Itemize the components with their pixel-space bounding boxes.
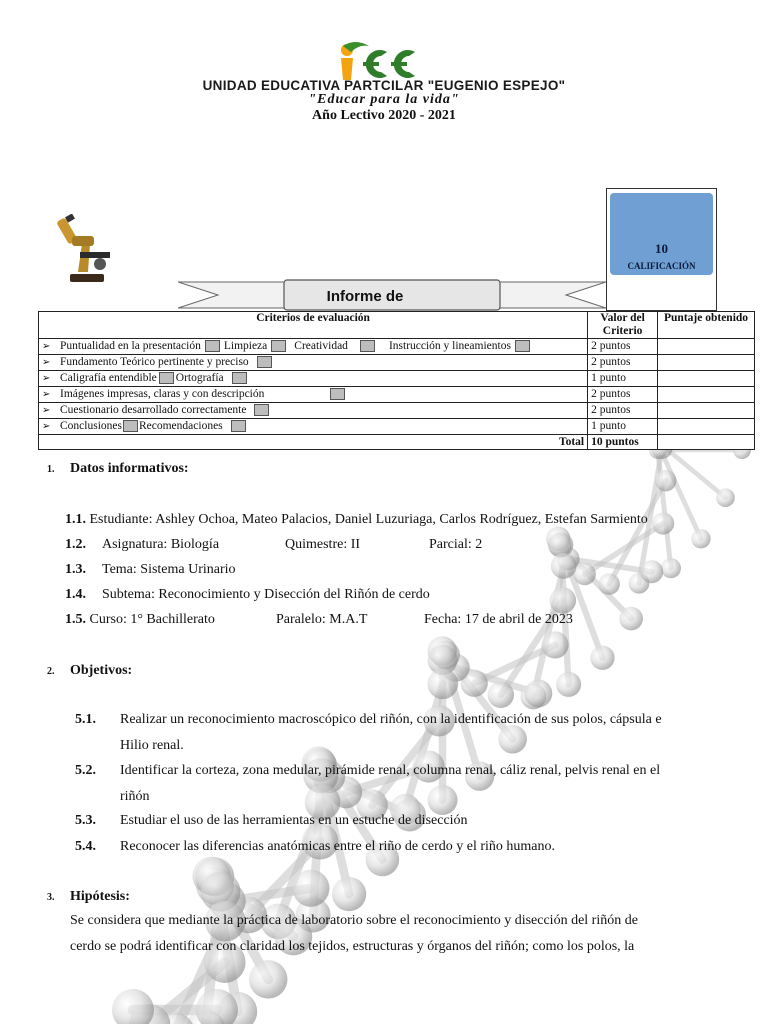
criteria-header-row — [39, 312, 755, 339]
value-cell: 1 punto — [588, 371, 658, 387]
criterion-label: Imágenes impresas, claras y con descripción — [60, 388, 265, 400]
student-line — [65, 512, 648, 528]
table-row — [39, 371, 755, 387]
checkbox[interactable] — [205, 340, 220, 352]
arrow-bullet-icon: ➢ — [42, 357, 51, 368]
score-cell[interactable] — [658, 387, 755, 403]
arrow-bullet-icon: ➢ — [42, 341, 51, 352]
criteria-cell — [39, 355, 588, 371]
section-title: Hipótesis: — [70, 889, 130, 904]
course-line — [65, 612, 215, 628]
quimestre-text: Quimestre: II — [285, 537, 361, 552]
total-value: 10 puntos — [588, 435, 658, 450]
item-number: 1.4. — [65, 587, 86, 602]
item-number: 1.3. — [65, 562, 86, 577]
value-cell: 2 puntos — [588, 387, 658, 403]
section-number: 2. — [47, 666, 55, 677]
item-number: 1.2. — [65, 537, 86, 552]
criterion-label: Cuestionario desarrollado correctamente — [60, 404, 247, 416]
parcial-text: Parcial: 2 — [429, 537, 483, 552]
school-motto: "Educar para la vida" — [308, 92, 460, 107]
checkbox[interactable] — [159, 372, 174, 384]
criterion-label: Limpieza — [223, 340, 268, 352]
objective-text: Reconocer las diferencias anatómicas entre el riño de cerdo y el riño humano. — [120, 839, 555, 854]
objective-text: Hilio renal. — [120, 738, 184, 753]
arrow-bullet-icon: ➢ — [42, 421, 51, 432]
item-number: 5.4. — [75, 839, 96, 854]
score-header: Puntaje obtenido — [658, 312, 755, 339]
total-label: Total — [39, 435, 588, 450]
criterion-label: Recomendaciones — [138, 420, 223, 432]
hypothesis-text: cerdo se podrá identificar con claridad los tejidos, estructuras y órganos del riñón; como los polos, la — [70, 939, 635, 954]
checkbox[interactable] — [254, 404, 269, 416]
value-cell: 2 puntos — [588, 355, 658, 371]
school-name: UNIDAD EDUCATIVA PARTCILAR "EUGENIO ESPEJO" — [202, 78, 566, 93]
arrow-bullet-icon: ➢ — [42, 373, 51, 384]
score-cell[interactable] — [658, 339, 755, 355]
table-row — [39, 403, 755, 419]
item-number: 5.3. — [75, 813, 96, 828]
grade-panel — [610, 193, 713, 275]
objective-text: riñón — [120, 789, 150, 804]
checkbox[interactable] — [271, 340, 286, 352]
checkbox[interactable] — [330, 388, 345, 400]
criteria-cell — [39, 403, 588, 419]
grade-value: 10 — [655, 241, 668, 256]
checkbox[interactable] — [232, 372, 247, 384]
criteria-cell — [39, 387, 588, 403]
score-cell[interactable] — [658, 355, 755, 371]
student-text: Estudiante: Ashley Ochoa, Mateo Palacios, Daniel Luzuriaga, Carlos Rodríguez, Estefan Sarmiento — [89, 512, 648, 527]
checkbox[interactable] — [231, 420, 246, 432]
paralelo-text: Paralelo: M.A.T — [276, 612, 368, 627]
course-text: Curso: 1° Bachillerato — [89, 612, 215, 627]
criterion-label: Puntualidad en la presentación — [60, 340, 201, 352]
item-number: 1.1. — [65, 512, 86, 527]
school-year: Año Lectivo 2020 - 2021 — [312, 108, 456, 123]
item-number: 5.1. — [75, 712, 96, 727]
arrow-bullet-icon: ➢ — [42, 389, 51, 400]
score-cell[interactable] — [658, 419, 755, 435]
criterion-label: Creatividad — [294, 340, 348, 352]
criteria-table — [38, 311, 755, 450]
checkbox[interactable] — [515, 340, 530, 352]
criterion-label: Fundamento Teórico pertinente y preciso — [60, 356, 249, 368]
hypothesis-text: Se considera que mediante la práctica de laboratorio sobre el reconocimiento y disección del riñón de — [70, 913, 638, 928]
criterion-label: Caligrafía entendible — [60, 372, 157, 384]
table-row — [39, 339, 755, 355]
objective-text: Estudiar el uso de las herramientas en un estuche de disección — [120, 813, 468, 828]
total-row — [39, 435, 755, 450]
subject-text: Asignatura: Biología — [102, 537, 220, 552]
value-cell: 2 puntos — [588, 403, 658, 419]
table-row — [39, 355, 755, 371]
arrow-bullet-icon: ➢ — [42, 405, 51, 416]
school-logo-icon — [335, 40, 425, 82]
grade-label: CALIFICACIÓN — [627, 261, 696, 271]
objective-text: Identificar la corteza, zona medular, pirámide renal, columna renal, cáliz renal, pelvis renal en el — [120, 763, 661, 778]
criteria-cell — [39, 419, 588, 435]
table-row — [39, 419, 755, 435]
criteria-cell — [39, 339, 588, 355]
criteria-header: Criterios de evaluación — [39, 312, 588, 339]
section-number: 1. — [47, 464, 55, 475]
subtopic-text: Subtema: Reconocimiento y Disección del Riñón de cerdo — [102, 587, 430, 602]
checkbox[interactable] — [360, 340, 375, 352]
item-number: 5.2. — [75, 763, 96, 778]
table-row — [39, 387, 755, 403]
score-cell[interactable] — [658, 403, 755, 419]
grade-box — [606, 188, 717, 311]
section-number: 3. — [47, 892, 55, 903]
criteria-cell — [39, 371, 588, 387]
criterion-label: Ortografía — [175, 372, 224, 384]
value-cell: 1 punto — [588, 419, 658, 435]
score-cell[interactable] — [658, 371, 755, 387]
section-title: Datos informativos: — [70, 461, 189, 476]
topic-text: Tema: Sistema Urinario — [102, 562, 236, 577]
total-score-cell[interactable] — [658, 435, 755, 450]
section-title: Objetivos: — [70, 663, 133, 678]
criterion-label: Instrucción y lineamientos — [388, 340, 511, 352]
microscope-icon — [56, 214, 116, 290]
value-header: Valor del Criterio — [588, 312, 658, 339]
checkbox[interactable] — [123, 420, 138, 432]
value-cell: 2 puntos — [588, 339, 658, 355]
criterion-label: Conclusiones — [60, 420, 122, 432]
date-text: Fecha: 17 de abril de 2023 — [424, 612, 573, 627]
item-number: 1.5. — [65, 612, 86, 627]
objective-text: Realizar un reconocimiento macroscópico del riñón, con la identificación de sus polos, cápsula e — [120, 712, 662, 727]
banner-title: Informe de — [326, 288, 404, 305]
checkbox[interactable] — [257, 356, 272, 368]
